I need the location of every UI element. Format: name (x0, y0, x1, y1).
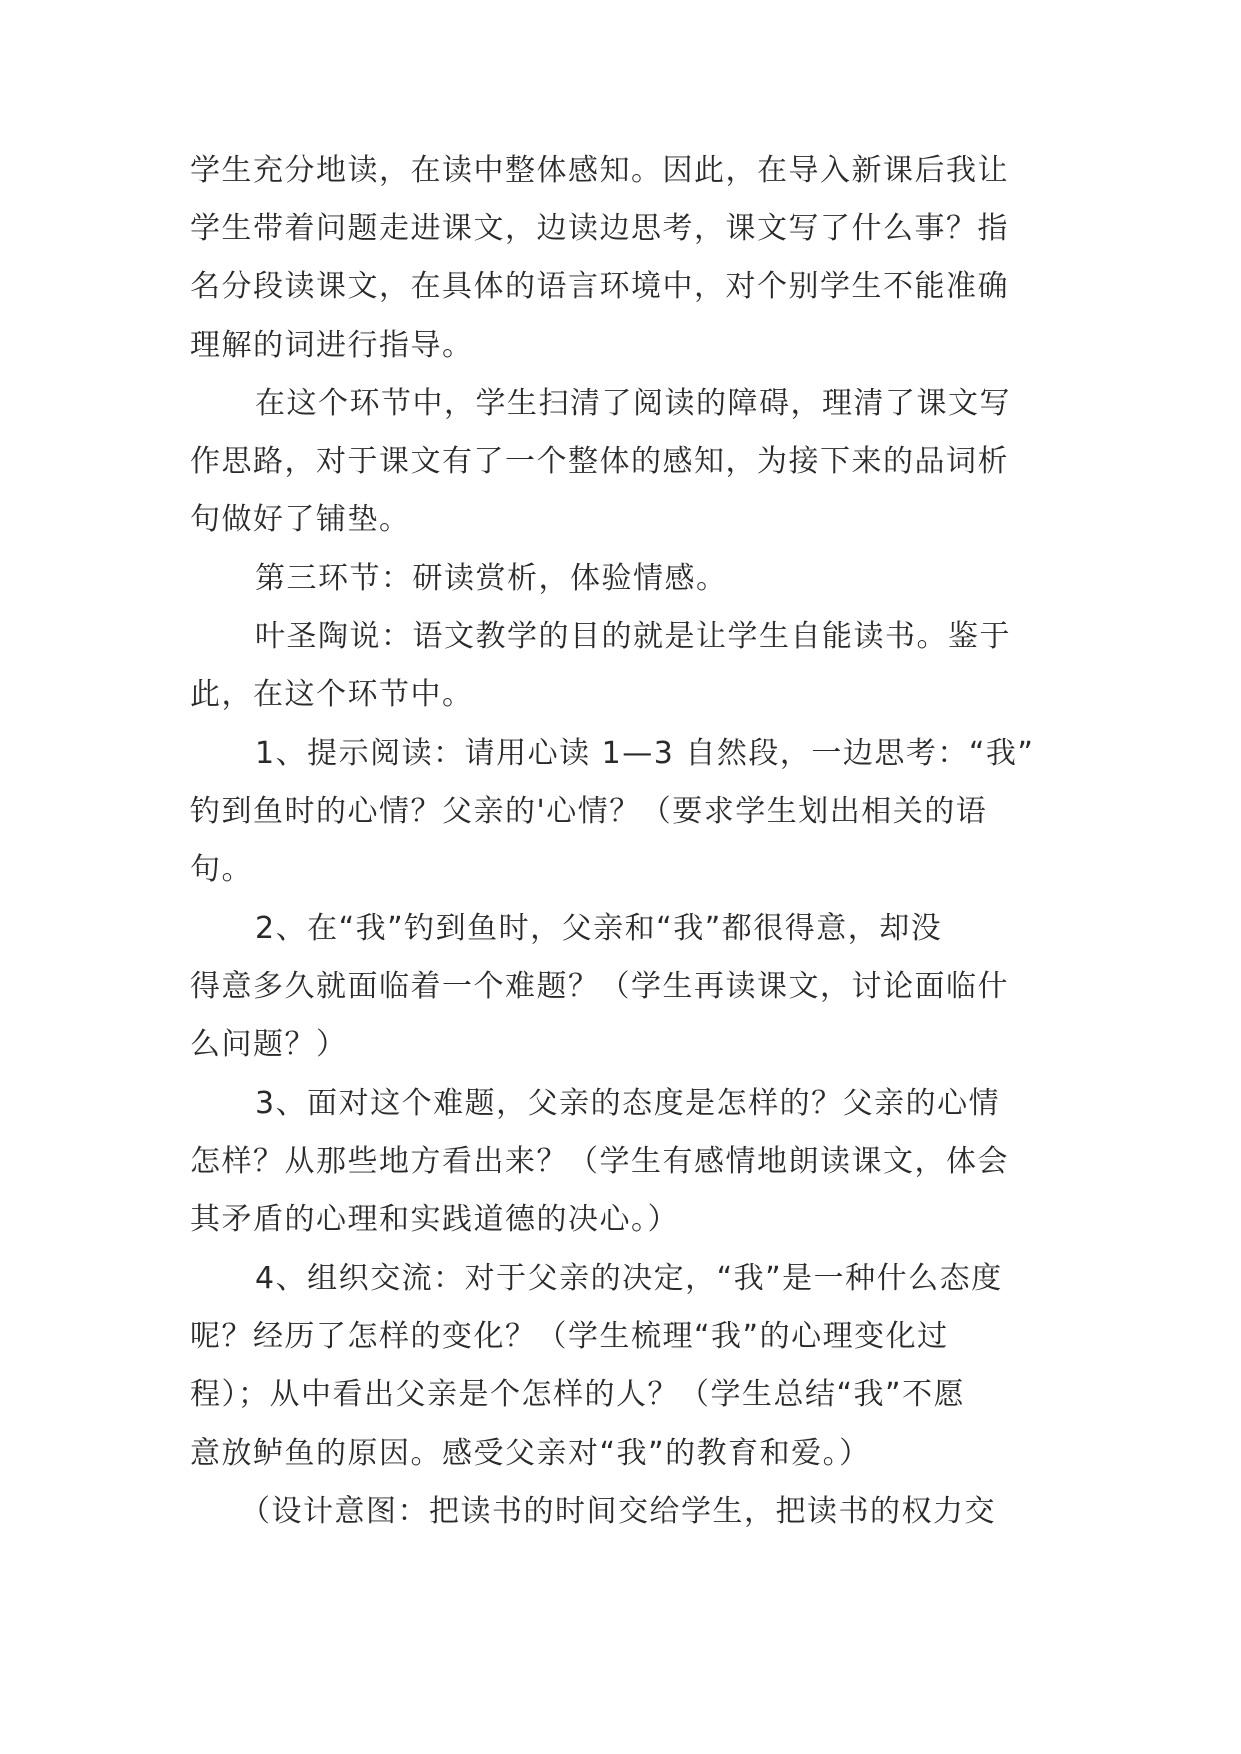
section-heading: 第三环节：研读赏析，体验情感。 (255, 561, 728, 596)
design-intent-line: （设计意图：把读书的时间交给学生，把读书的权力交 (240, 1494, 996, 1529)
text-line: 呢？经历了怎样的变化？（学生梳理“我”的心理变化过 (190, 1319, 949, 1354)
text-line: 意放鲈鱼的原因。感受父亲对“我”的教育和爱。） (190, 1436, 871, 1471)
text-line: 句做好了铺垫。 (190, 502, 411, 537)
text-line: 程）；从中看出父亲是个怎样的人？（学生总结“我”不愿 (190, 1377, 966, 1412)
text-line: 么问题？） (190, 1027, 348, 1062)
text-line: 句。 (190, 852, 253, 887)
text-line: 钓到鱼时的心情？父亲的'心情？（要求学生划出相关的语 (190, 794, 988, 829)
list-item-3: 3、面对这个难题，父亲的态度是怎样的？父亲的心情 (255, 1086, 1001, 1121)
text-line: 在这个环节中，学生扫清了阅读的障碍，理清了课文写 (255, 386, 1011, 421)
text-line: 此，在这个环节中。 (190, 677, 474, 712)
list-item-1: 1、提示阅读：请用心读 1—3 自然段，一边思考：“我” (255, 736, 1035, 771)
text-line: 学生带着问题走进课文，边读边思考，课文写了什么事？指 (190, 211, 1009, 246)
text-line: 怎样？从那些地方看出来？（学生有感情地朗读课文，体会 (190, 1144, 1009, 1179)
text-line: 作思路，对于课文有了一个整体的感知，为接下来的品词析 (190, 444, 1009, 479)
list-item-4: 4、组织交流：对于父亲的决定，“我”是一种什么态度 (255, 1261, 1003, 1296)
text-line: 名分段读课文，在具体的语言环境中，对个别学生不能准确 (190, 269, 1009, 304)
text-line: 其矛盾的心理和实践道德的决心。） (190, 1202, 679, 1237)
text-line: 理解的词进行指导。 (190, 328, 474, 363)
text-line: 学生充分地读，在读中整体感知。因此，在导入新课后我让 (190, 153, 1009, 188)
text-line: 得意多久就面临着一个难题？（学生再读课文，讨论面临什 (190, 969, 1009, 1004)
list-item-2: 2、在“我”钓到鱼时，父亲和“我”都很得意，却没 (255, 911, 943, 946)
text-line: 叶圣陶说：语文教学的目的就是让学生自能读书。鉴于 (255, 619, 1011, 654)
